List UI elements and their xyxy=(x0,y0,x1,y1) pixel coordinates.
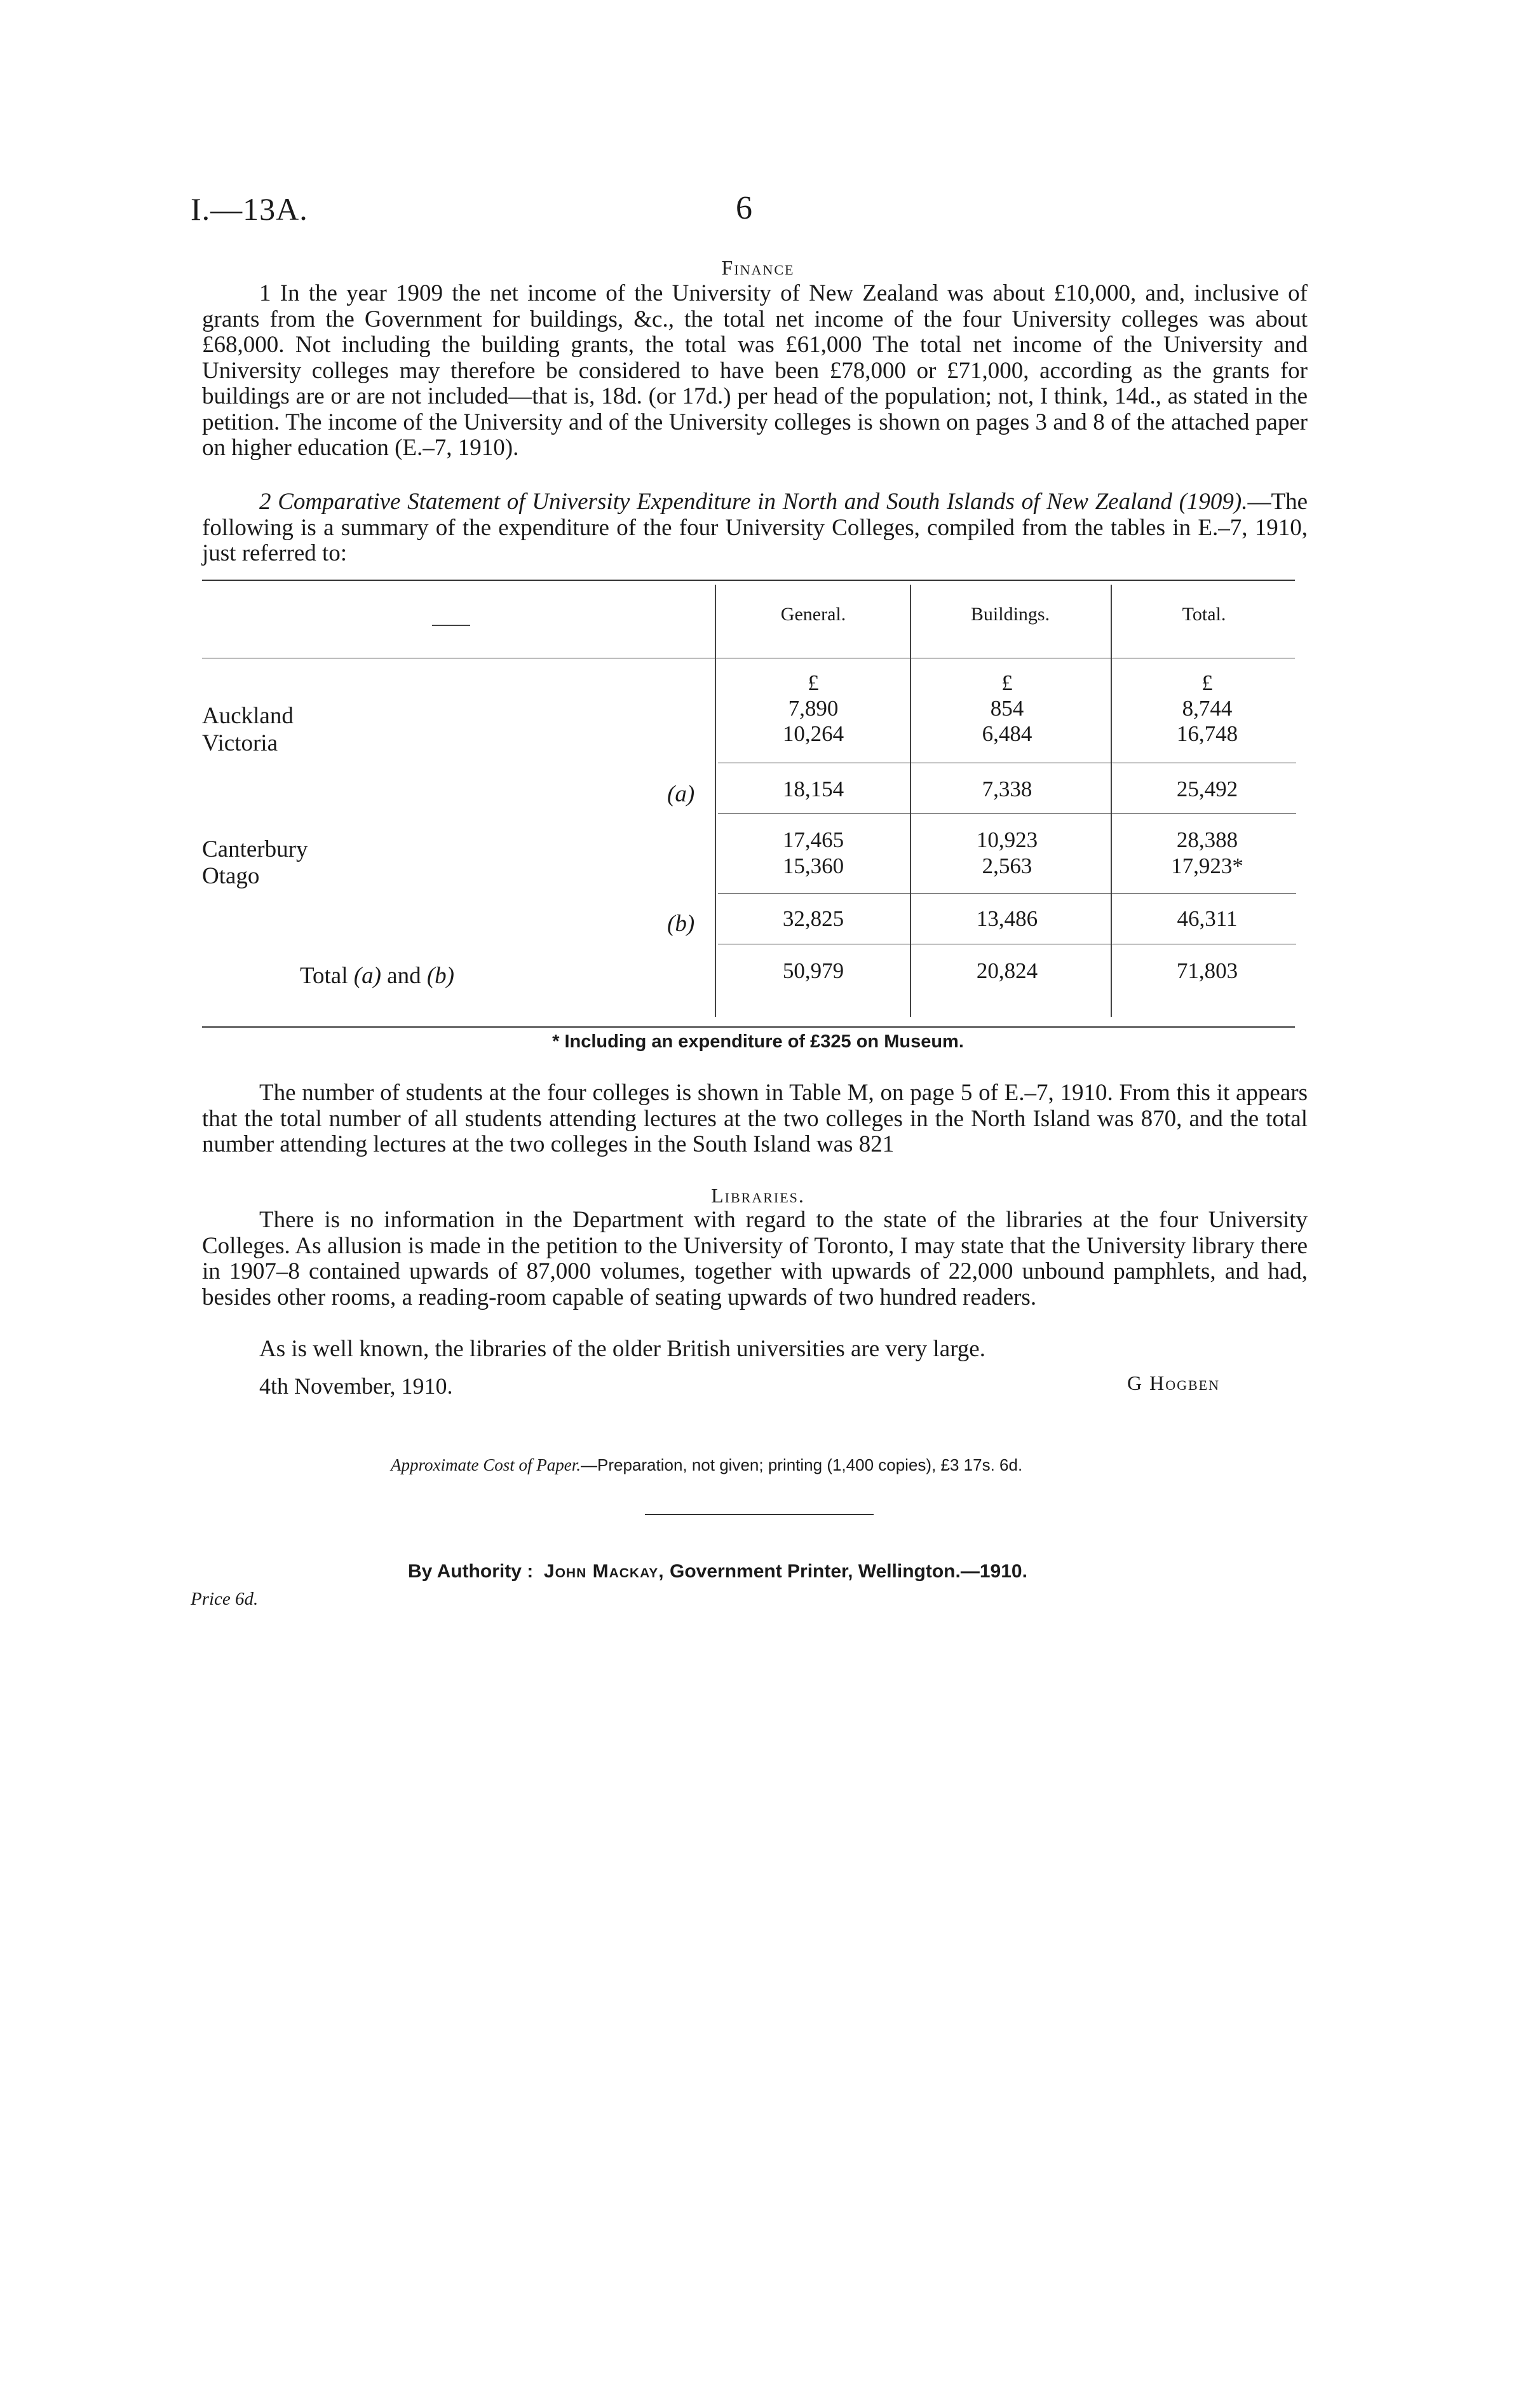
comparative-statement-text: —The following is a summary of the expenditure of the four University Colleges, compiled from the tables in E.–7, 1910, just referred to: xyxy=(202,489,1308,566)
victoria-general: 10,264 xyxy=(782,721,844,746)
cost-of-paper-text: —Preparation, not given; printing (1,400 copies), £3 17s. 6d. xyxy=(580,1455,1023,1474)
imprint xyxy=(408,1561,1027,1582)
otago-buildings: 2,563 xyxy=(982,854,1032,878)
comparative-statement-title: 2 Comparative Statement of University Expenditure in North and South Islands of New Zealand (1909). xyxy=(259,489,1248,515)
table-footnote: * Including an expenditure of £325 on Museum. xyxy=(552,1031,964,1052)
subtotal-b-total: 46,311 xyxy=(1177,906,1238,931)
stub-column-dash xyxy=(432,620,470,631)
subtotal-a-bottom-rule xyxy=(718,813,1296,814)
imprint-rule xyxy=(645,1514,874,1515)
auckland-general: 7,890 xyxy=(788,696,839,721)
cost-of-paper xyxy=(391,1455,1022,1475)
signoff-date: 4th November, 1910. xyxy=(259,1373,453,1399)
finance-heading: Finance xyxy=(721,256,795,279)
otago-general: 15,360 xyxy=(782,854,844,878)
grand-total-total: 71,803 xyxy=(1176,958,1238,983)
column-header-buildings: Buildings. xyxy=(970,604,1050,625)
students-paragraph: The number of students at the four colleges is shown in Table M, on page 5 of E.–7, 1910. From this it appears that the total number of all students attending lectures at the two colleges in the North Island was 870, and the total number attending lectures at the two colleges in the South Island was 821 xyxy=(202,1080,1308,1157)
table-divider-1 xyxy=(715,585,716,1017)
otago-total: 17,923* xyxy=(1171,854,1243,878)
table-divider-3 xyxy=(1111,585,1112,1017)
finance-paragraph-1: 1 In the year 1909 the net income of the University of New Zealand was about £10,000, and, inclusive of grants from the Government for buildings, &c., the total net income of the four University colleges was about £68,000. Not including the building grants, the total was £61,000 The total net income of the University and University colleges may therefore be considered to have been £78,000 or £71,000, according as the grants for buildings are or are not included—that is, 18d. (or 17d.) per head of the population; not, I think, 14d., as stated in the petition. The income of the University and of the University colleges is shown on pages 3 and 8 of the attached paper on higher education (E.–7, 1910). xyxy=(202,280,1308,461)
document-reference: I.—13A. xyxy=(191,191,308,227)
currency-total: £ xyxy=(1201,670,1213,695)
canterbury-general: 17,465 xyxy=(782,827,844,852)
subtotal-a-general: 18,154 xyxy=(782,777,844,801)
subtotal-b-buildings: 13,486 xyxy=(976,906,1038,931)
subtotal-b-general: 32,825 xyxy=(782,906,844,931)
grand-total-buildings: 20,824 xyxy=(976,958,1038,983)
subtotal-a-total: 25,492 xyxy=(1176,777,1238,801)
currency-buildings: £ xyxy=(1001,670,1013,695)
row-label-victoria: Victoria xyxy=(202,730,278,756)
libraries-paragraph-2: As is well known, the libraries of the older British universities are very large. xyxy=(259,1336,985,1362)
libraries-paragraph-1: There is no information in the Department with regard to the state of the libraries at the four University Colleges. As allusion is made in the petition to the University of Toronto, I may state that the University library there in 1907–8 contained upwards of 87,000 volumes, together with upwards of 22,000 unbound pamphlets, and had, besides other rooms, a reading-room capable of seating upwards of two hundred readers. xyxy=(202,1207,1308,1310)
auckland-total: 8,744 xyxy=(1182,696,1233,721)
finance-paragraph-2 xyxy=(202,489,1308,567)
column-header-total: Total. xyxy=(1182,604,1226,625)
price: Price 6d. xyxy=(191,1589,259,1609)
libraries-heading: Libraries. xyxy=(711,1184,805,1207)
subtotal-a-buildings: 7,338 xyxy=(982,777,1032,801)
canterbury-total: 28,388 xyxy=(1176,827,1238,852)
cost-of-paper-label: Approximate Cost of Paper. xyxy=(391,1455,581,1474)
page-number: 6 xyxy=(736,190,752,226)
row-label-auckland: Auckland xyxy=(202,703,294,729)
row-label-canterbury: Canterbury xyxy=(202,836,308,862)
imprint-location: Government Printer, Wellington.—1910. xyxy=(670,1561,1027,1582)
subtotal-b-label: (b) xyxy=(667,911,695,937)
grand-total-general: 50,979 xyxy=(782,958,844,983)
table-top-rule xyxy=(202,580,1295,581)
imprint-printer: John Mackay, xyxy=(543,1561,665,1582)
canterbury-buildings: 10,923 xyxy=(976,827,1038,852)
row-label-otago: Otago xyxy=(202,863,260,889)
victoria-buildings: 6,484 xyxy=(982,721,1032,746)
subtotal-a-label: (a) xyxy=(667,781,695,807)
column-header-general: General. xyxy=(780,604,846,625)
grand-total-label: Total (a) and (b) xyxy=(300,963,454,989)
subtotal-b-rule xyxy=(718,893,1296,894)
signature: G Hogben xyxy=(1127,1371,1220,1394)
table-bottom-rule xyxy=(202,1026,1295,1028)
imprint-authority: By Authority : xyxy=(408,1561,534,1582)
table-divider-2 xyxy=(910,585,911,1017)
auckland-buildings: 854 xyxy=(990,696,1024,721)
victoria-total: 16,748 xyxy=(1176,721,1238,746)
currency-general: £ xyxy=(808,670,819,695)
